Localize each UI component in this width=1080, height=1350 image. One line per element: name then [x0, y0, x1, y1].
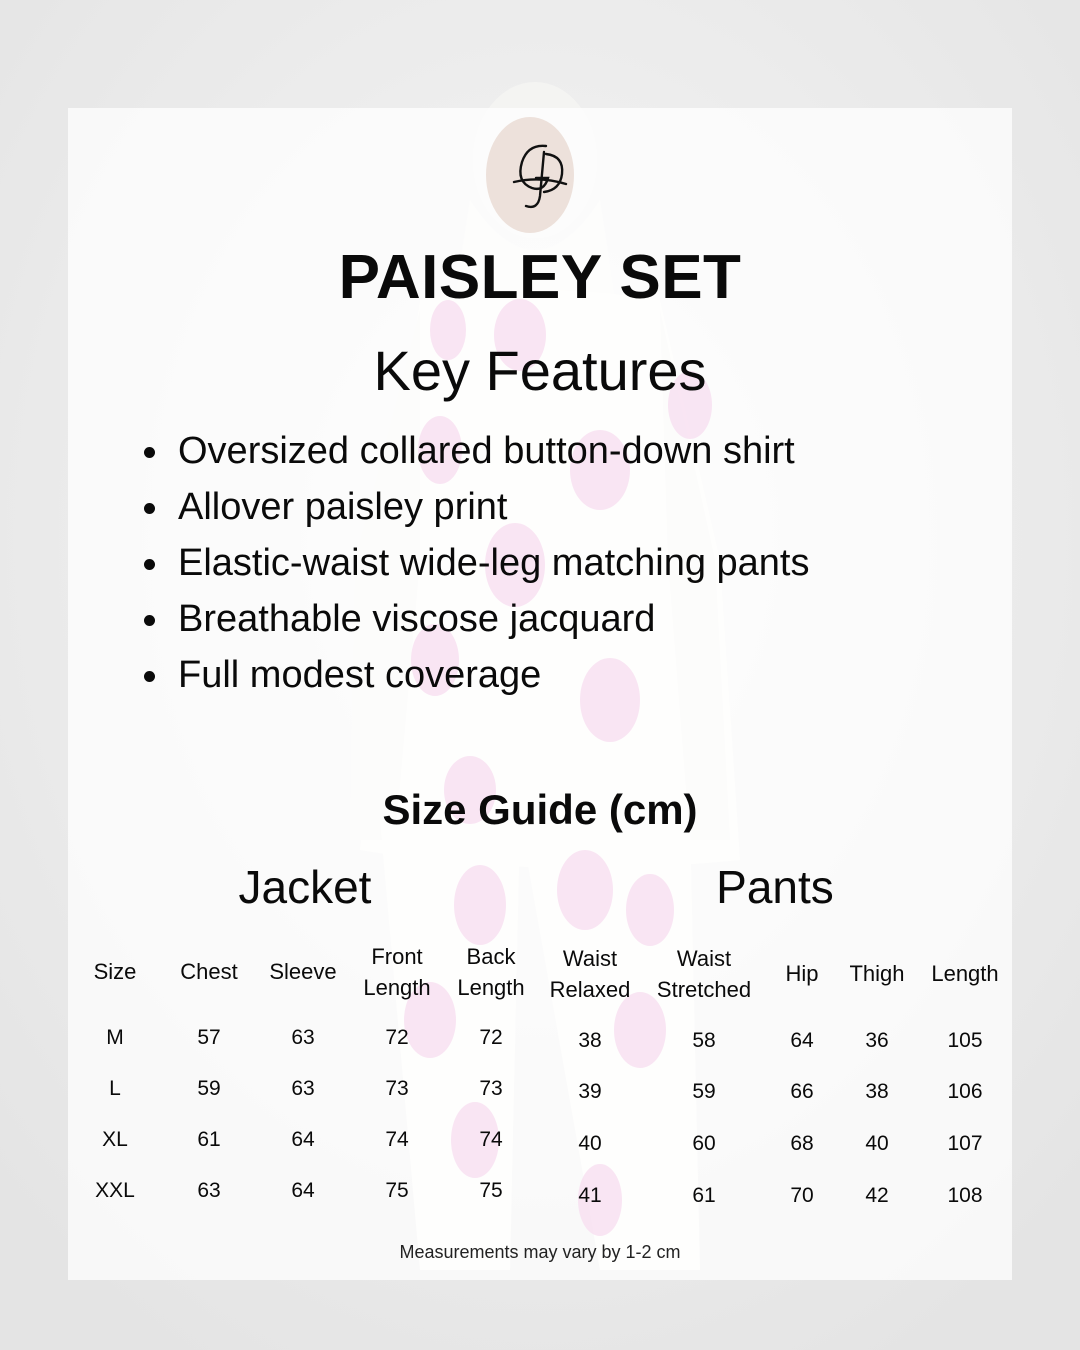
pants-label: Pants	[716, 861, 834, 913]
jacket-column-header: Front Length	[363, 944, 431, 1000]
jacket-table-cell: 74	[479, 1128, 503, 1151]
jacket-table-cell: 74	[385, 1128, 409, 1151]
jacket-table-cell: 61	[197, 1128, 221, 1151]
jacket-table-cell: 63	[197, 1179, 221, 1202]
pants-table-cell: 64	[790, 1029, 814, 1052]
jacket-label: Jacket	[238, 861, 372, 913]
pants-table-cell: 106	[947, 1080, 983, 1103]
bullet-icon	[144, 447, 155, 458]
pants-table-cell: 68	[790, 1132, 814, 1155]
pants-column-header: Hip	[785, 961, 819, 986]
pants-table-cell: 42	[865, 1184, 889, 1207]
bullet-icon	[144, 503, 155, 514]
jacket-column-header: Sleeve	[269, 959, 337, 984]
feature-item	[140, 479, 810, 535]
feature-text: Full modest coverage	[178, 654, 542, 696]
feature-item	[140, 423, 810, 479]
jacket-table-cell: 64	[291, 1179, 315, 1202]
jacket-table-cell: 75	[479, 1179, 503, 1202]
pants-table-cell: 39	[578, 1080, 602, 1103]
feature-text: Elastic-waist wide-leg matching pants	[178, 542, 810, 584]
jacket-column-header: Back Length	[457, 944, 525, 1000]
monogram-logo-icon	[500, 132, 580, 216]
jacket-table-cell: 63	[291, 1077, 315, 1100]
jacket-table-cell: 73	[479, 1077, 503, 1100]
pants-table-cell: 40	[578, 1132, 602, 1155]
size-guide-heading: Size Guide (cm)	[382, 786, 698, 833]
pants-column-header: Thigh	[849, 961, 905, 986]
pants-table-cell: 58	[692, 1029, 716, 1052]
features-list	[140, 423, 810, 703]
pants-table-cell: 70	[790, 1184, 814, 1207]
pants-column-header: Length	[931, 961, 999, 986]
jacket-table-cell: 75	[385, 1179, 409, 1202]
feature-text: Oversized collared button-down shirt	[178, 430, 795, 472]
jacket-table-cell: 63	[291, 1026, 315, 1049]
pants-table-cell: 38	[578, 1029, 602, 1052]
pants-table-cell: 38	[865, 1080, 889, 1103]
key-features-heading: Key Features	[373, 339, 707, 402]
product-title: PAISLEY SET	[338, 243, 742, 312]
bullet-icon	[144, 671, 155, 682]
pants-column-header: Waist Relaxed	[549, 946, 631, 1002]
bullet-icon	[144, 615, 155, 626]
pants-table-cell: 41	[578, 1184, 602, 1207]
jacket-table-cell: M	[106, 1026, 124, 1049]
pants-table-cell: 60	[692, 1132, 716, 1155]
feature-text: Allover paisley print	[178, 486, 508, 528]
jacket-table-cell: 64	[291, 1128, 315, 1151]
pants-table-cell: 107	[947, 1132, 983, 1155]
jacket-table-cell: L	[109, 1077, 121, 1100]
pants-table-cell: 61	[692, 1184, 716, 1207]
pants-column-header: Waist Stretched	[656, 946, 752, 1002]
jacket-table-cell: 57	[197, 1026, 221, 1049]
pants-table-cell: 66	[790, 1080, 814, 1103]
pants-table-cell: 40	[865, 1132, 889, 1155]
jacket-table-cell: 59	[197, 1077, 221, 1100]
jacket-table-cell: 72	[479, 1026, 503, 1049]
jacket-column-header: Size	[93, 959, 137, 984]
measurement-note: Measurements may vary by 1-2 cm	[399, 1242, 681, 1262]
jacket-table-cell: 73	[385, 1077, 409, 1100]
feature-item	[140, 535, 810, 591]
pants-table-cell: 108	[947, 1184, 983, 1207]
pants-table-cell: 59	[692, 1080, 716, 1103]
feature-text: Breathable viscose jacquard	[178, 598, 656, 640]
bullet-icon	[144, 559, 155, 570]
feature-item	[140, 591, 810, 647]
feature-item	[140, 647, 810, 703]
jacket-table-cell: 72	[385, 1026, 409, 1049]
pants-table-cell: 105	[947, 1029, 983, 1052]
pants-table-cell: 36	[865, 1029, 889, 1052]
jacket-column-header: Chest	[180, 959, 238, 984]
jacket-table-cell: XXL	[95, 1179, 135, 1202]
jacket-table-cell: XL	[102, 1128, 128, 1151]
